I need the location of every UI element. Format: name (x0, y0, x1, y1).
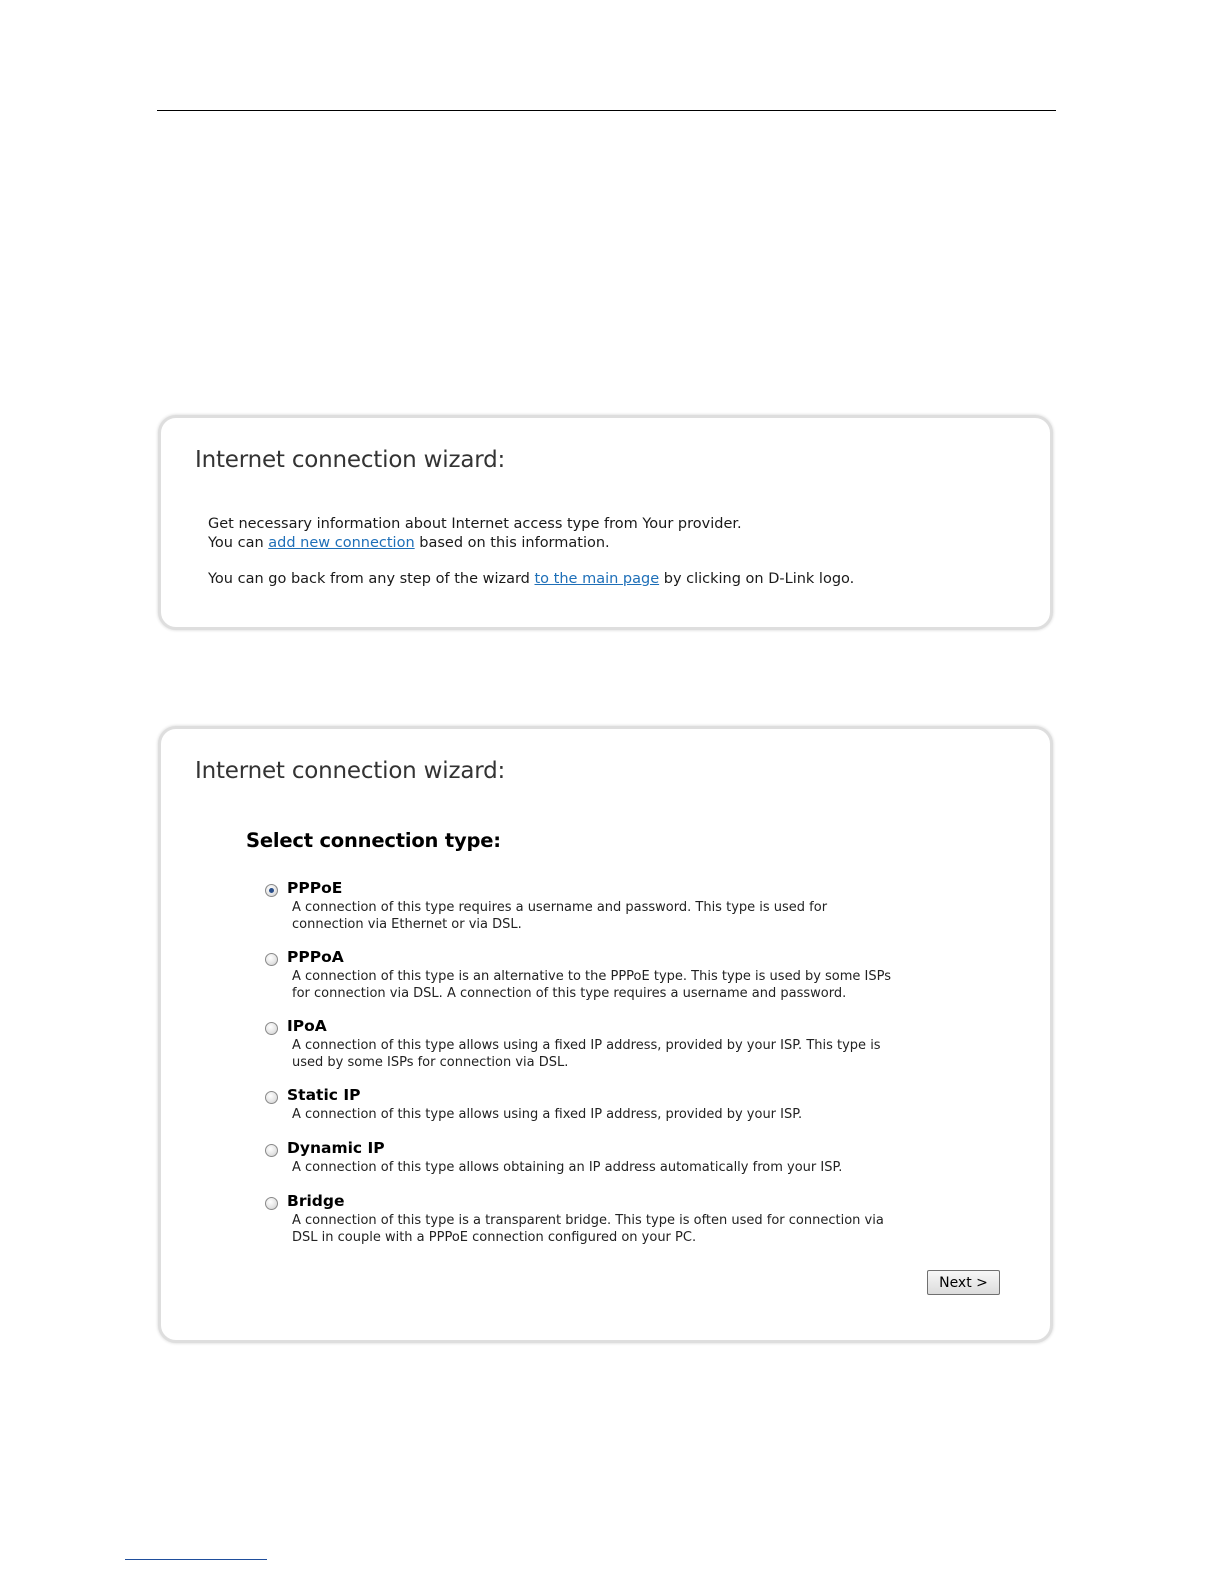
page-header-rule (157, 110, 1056, 111)
panel-title: Internet connection wizard: (195, 758, 506, 784)
panel-title: Internet connection wizard: (195, 447, 506, 473)
wizard-intro-panel (158, 415, 1053, 630)
option-description: A connection of this type allows using a fixed IP address, provided by your ISP. (292, 1107, 803, 1122)
option-label: Bridge (287, 1192, 345, 1210)
radio-button-pppoe[interactable] (265, 884, 278, 897)
main-page-link[interactable]: to the main page (534, 571, 660, 587)
info-line-add-connection (208, 534, 854, 553)
radio-button-bridge[interactable] (265, 1197, 278, 1210)
info-text: You can go back from any step of the wizard (208, 571, 535, 587)
info-text: You can (208, 535, 269, 551)
info-text: based on this information. (414, 535, 610, 551)
info-line-provider: Get necessary information about Internet access type from Your provider. (208, 516, 742, 532)
radio-button-static-ip[interactable] (265, 1091, 278, 1104)
option-description: A connection of this type requires a username and password. This type is used for connection via Ethernet or via DSL. (292, 900, 828, 932)
option-description: A connection of this type is an alternative to the PPPoE type. This type is used by some ISPs for connection via DSL. A connection of this type requires a username and password. (292, 969, 892, 1001)
select-connection-type-heading: Select connection type: (246, 829, 501, 852)
next-button[interactable]: Next > (927, 1270, 1000, 1295)
option-description: A connection of this type allows obtaining an IP address automatically from your ISP. (292, 1160, 843, 1175)
radio-button-pppoa[interactable] (265, 953, 278, 966)
option-label: PPPoA (287, 948, 344, 966)
option-description: A connection of this type allows using a fixed IP address, provided by your ISP. This type is used by some ISPs for connection via DSL. (292, 1038, 881, 1070)
option-label: PPPoE (287, 879, 343, 897)
option-label: Dynamic IP (287, 1139, 385, 1157)
spacer (208, 553, 854, 570)
option-label: IPoA (287, 1017, 327, 1035)
wizard-info-text (208, 515, 854, 589)
option-description: A connection of this type is a transparent bridge. This type is often used for connection via DSL in couple with a PPPoE connection configured on your PC. (292, 1213, 884, 1245)
wizard-select-panel (158, 726, 1053, 1343)
info-text: by clicking on D-Link logo. (659, 571, 855, 587)
footnote-rule (125, 1559, 267, 1560)
info-line-main-page (208, 570, 854, 589)
radio-button-ipoa[interactable] (265, 1022, 278, 1035)
radio-button-dynamic-ip[interactable] (265, 1144, 278, 1157)
option-label: Static IP (287, 1086, 361, 1104)
add-new-connection-link[interactable]: add new connection (268, 535, 415, 551)
